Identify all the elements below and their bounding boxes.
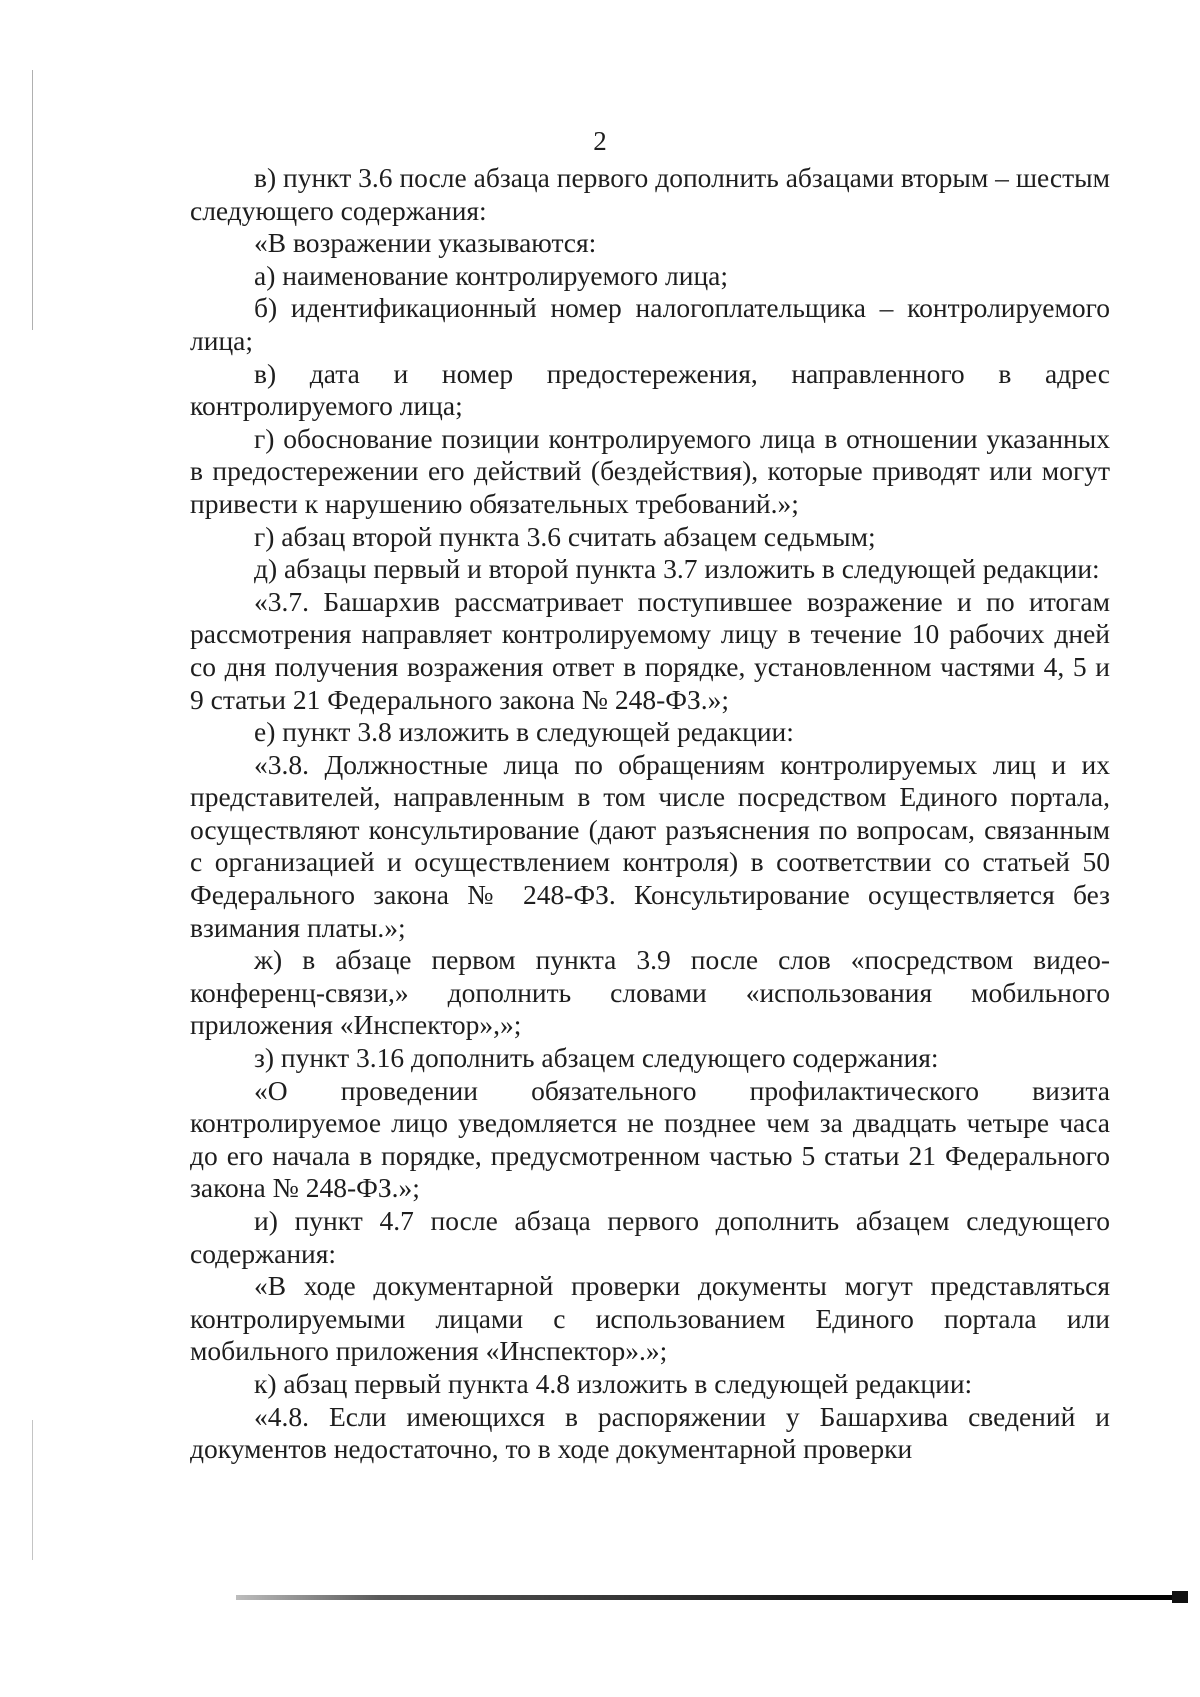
- paragraph: г) абзац второй пункта 3.6 считать абзацем седьмым;: [254, 520, 876, 552]
- paragraph: д) абзацы первый и второй пункта 3.7 изложить в следующей редакции:: [254, 553, 1100, 585]
- paragraph: и) пункт 4.7 после абзаца первого дополнить абзацем следующего содержания:: [190, 1205, 1110, 1269]
- paragraph: в) пункт 3.6 после абзаца первого дополнить абзацами вторым – шестым следующего содержания:: [190, 162, 1110, 226]
- scan-edge-line: [32, 1420, 33, 1560]
- paragraph: з) пункт 3.16 дополнить абзацем следующего содержания:: [254, 1042, 939, 1074]
- paragraph: «В возражении указываются:: [254, 227, 597, 259]
- paragraph: «3.8. Должностные лица по обращениям контролируемых лиц и их представителей, направленным в том числе посредством Единого портала, осуществляют консультирование (дают разъяснения по вопросам, связанным с организацией и осуществлением контроля) в соответствии со статьей 50 Федерального закона № 248-ФЗ. Консультирование осуществляется без взимания платы.»;: [190, 748, 1110, 943]
- paragraph: а) наименование контролируемого лица;: [254, 259, 729, 291]
- paragraph: «В ходе документарной проверки документы могут представляться контролируемыми лицами с использованием Единого портала или мобильного приложения «Инспектор».»;: [190, 1270, 1110, 1367]
- scan-bottom-edge-corner: [1172, 1591, 1188, 1603]
- paragraph: е) пункт 3.8 изложить в следующей редакции:: [254, 716, 794, 748]
- paragraph: «3.7. Башархив рассматривает поступившее возражение и по итогам рассмотрения направляет контролируемому лицу в течение 10 рабочих дней со дня получения возражения ответ в порядке, установленном частями 4, 5 и 9 статьи 21 Федерального закона № 248-ФЗ.»;: [190, 585, 1110, 715]
- paragraph: ж) в абзаце первом пункта 3.9 после слов «посредством видео-конференц-связи,» дополнить словами «использования мобильного приложения «Инспектор»,»;: [190, 944, 1110, 1041]
- scan-edge-line: [32, 70, 33, 330]
- paragraph: «4.8. Если имеющихся в распоряжении у Башархива сведений и документов недостаточно, то в ходе документарной проверки: [190, 1400, 1110, 1465]
- paragraph: г) обоснование позиции контролируемого лица в отношении указанных в предостережении его действий (бездействия), которые приводят или могут привести к нарушению обязательных требований.»;: [190, 422, 1110, 519]
- paragraph: к) абзац первый пункта 4.8 изложить в следующей редакции:: [254, 1367, 973, 1399]
- page-number: 2: [593, 126, 607, 156]
- document-body: [190, 162, 1110, 1466]
- paragraph: б) идентификационный номер налогоплательщика – контролируемого лица;: [190, 292, 1110, 356]
- paragraph: «О проведении обязательного профилактического визита контролируемое лицо уведомляется не позднее чем за двадцать четыре часа до его начала в порядке, предусмотренном частью 5 статьи 21 Федерального закона № 248-ФЗ.»;: [190, 1074, 1110, 1204]
- scan-bottom-edge: [236, 1595, 1188, 1600]
- paragraph: в) дата и номер предостережения, направленного в адрес контролируемого лица;: [190, 357, 1110, 422]
